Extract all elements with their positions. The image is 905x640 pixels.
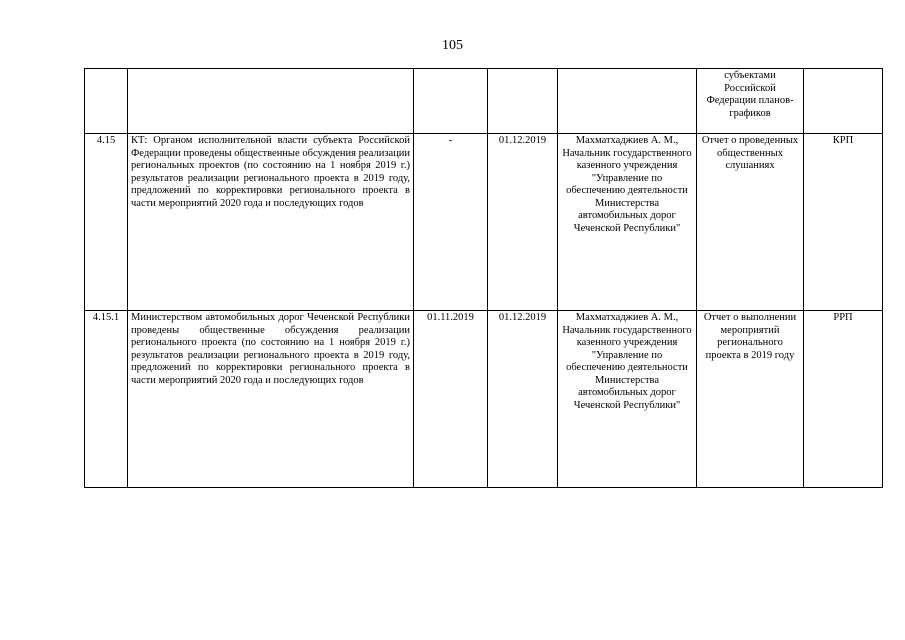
cell-document: субъектами Российской Федерации планов- графиков [697, 69, 804, 134]
cell-num [85, 69, 128, 134]
cell-level: РРП [804, 311, 883, 488]
cell-end-date [488, 69, 558, 134]
cell-end-date: 01.12.2019 [488, 311, 558, 488]
table-row [85, 311, 883, 488]
cell-description [128, 69, 414, 134]
cell-level [804, 69, 883, 134]
plan-table [84, 68, 883, 488]
cell-start-date: - [414, 134, 488, 311]
cell-description: Министерством автомобильных дорог Чеченской Республики проведены общественные обсуждения реализации регионального проекта (по состоянию на 1 ноября 2019 г.) результатов реализации регионального проекта в 2019 году, предложений по корректировки регионального проекта в части мероприятий 2020 года и последующих годов [128, 311, 414, 488]
cell-num: 4.15.1 [85, 311, 128, 488]
cell-start-date: 01.11.2019 [414, 311, 488, 488]
cell-responsible: Махматхаджиев А. М., Начальник государственного казенного учреждения "Управление по обеспечению деятельности Министерства автомобильных дорог Чеченской Республики" [558, 311, 697, 488]
table-row-continuation [85, 69, 883, 134]
cell-responsible: Махматхаджиев А. М., Начальник государственного казенного учреждения "Управление по обеспечению деятельности Министерства автомобильных дорог Чеченской Республики" [558, 134, 697, 311]
cell-document: Отчет о проведенных общественных слушаниях [697, 134, 804, 311]
cell-start-date [414, 69, 488, 134]
cell-end-date: 01.12.2019 [488, 134, 558, 311]
cell-level: КРП [804, 134, 883, 311]
cell-document: Отчет о выполнении мероприятий регионального проекта в 2019 году [697, 311, 804, 488]
cell-num: 4.15 [85, 134, 128, 311]
page-number: 105 [442, 38, 463, 53]
cell-description: КТ: Органом исполнительной власти субъекта Российской Федерации проведены общественные обсуждения реализации региональных проектов (по состоянию на 1 ноября 2019 г.) результатов реализации регионального проекта в 2019 году, предложений по корректировки регионального проекта в части мероприятий 2020 года и последующих годов [128, 134, 414, 311]
table-row [85, 134, 883, 311]
cell-responsible [558, 69, 697, 134]
